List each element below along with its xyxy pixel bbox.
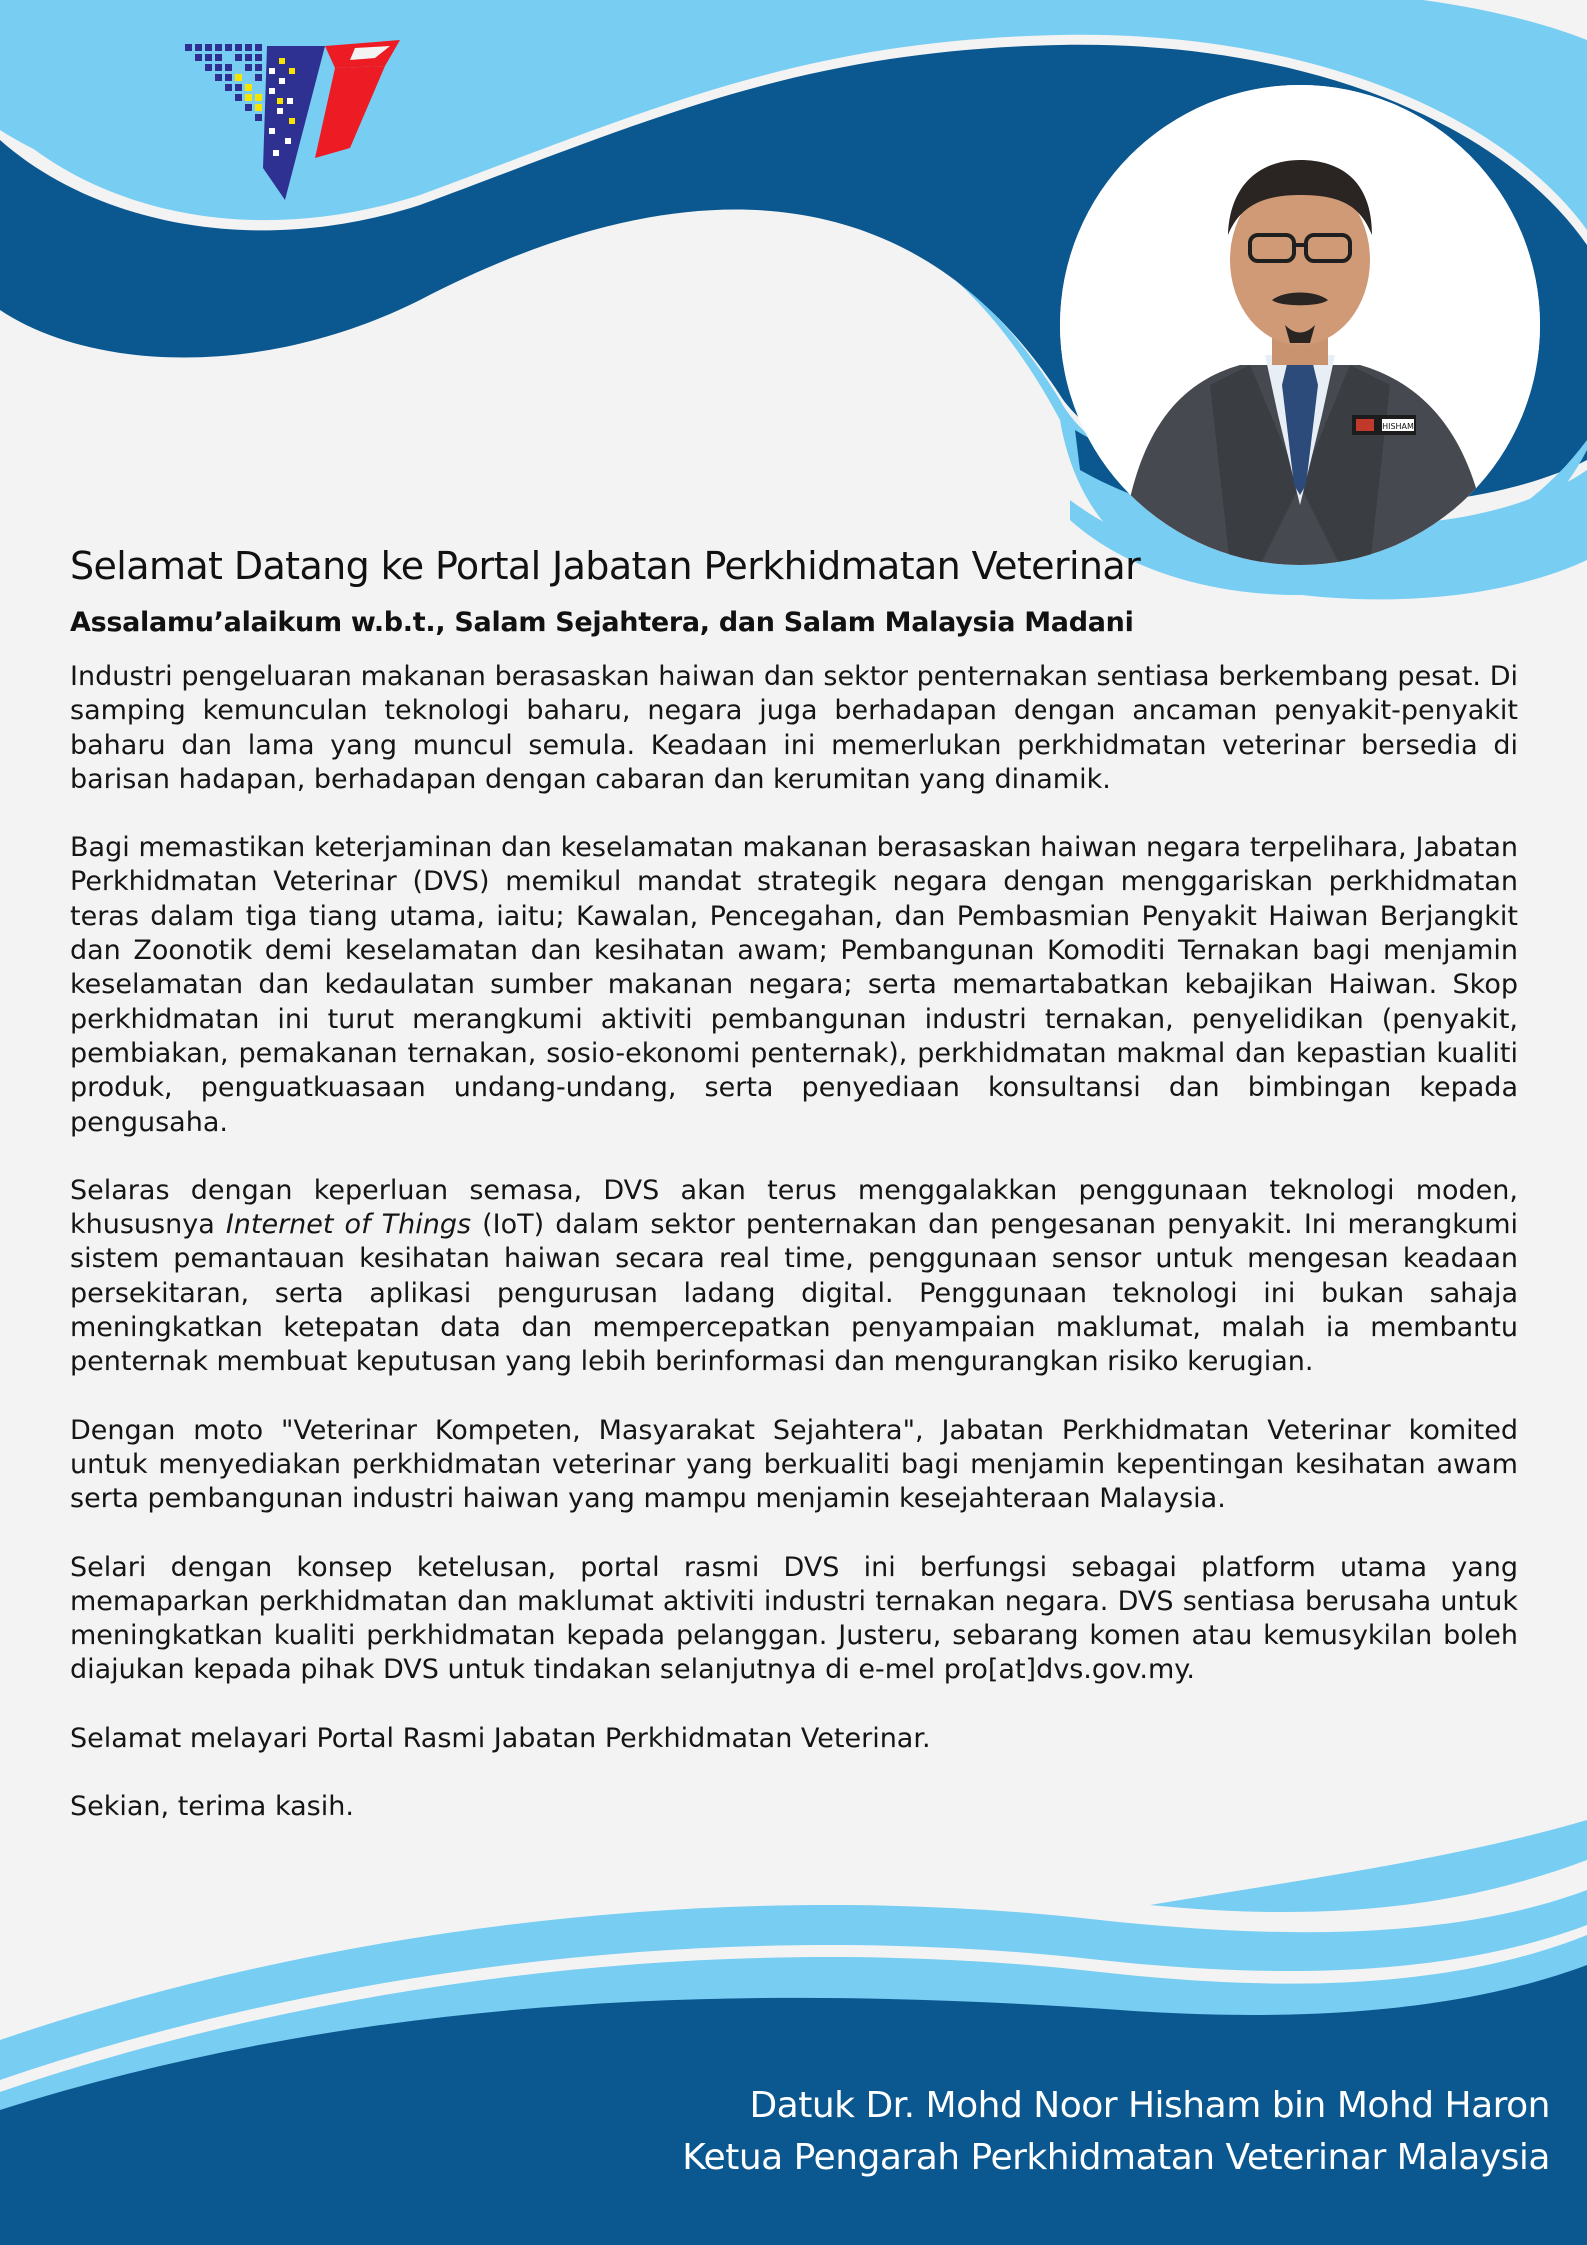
paragraph-1: Industri pengeluaran makanan berasaskan haiwan dan sektor penternakan sentiasa berkembang pesat. Di samping kemunculan teknologi baharu, negara juga berhadapan dengan ancaman penyakit-penyakit baharu dan lama yang muncul semula. Keadaan ini memerlukan perkhidmatan veterinar bersedia di barisan hadapan, berhadapan dengan cabaran dan kerumitan yang dinamik.	[70, 661, 1518, 795]
paragraph-7: Sekian, terima kasih.	[70, 1791, 354, 1823]
paragraph-3-part-a: Selaras dengan keperluan semasa, DVS akan terus menggalakkan penggunaan teknologi moden, khususnya	[70, 1174, 1518, 1241]
signature-name: Datuk Dr. Mohd Noor Hisham bin Mohd Haron	[749, 2085, 1550, 2126]
paragraph-6: Selamat melayari Portal Rasmi Jabatan Perkhidmatan Veterinar.	[70, 1722, 931, 1754]
signature-block	[682, 2080, 1550, 2184]
paragraph-5: Selari dengan konsep ketelusan, portal rasmi DVS ini berfungsi sebagai platform utama yang memaparkan perkhidmatan dan maklumat aktiviti industri ternakan negara. DVS sentiasa berusaha untuk meningkatkan kualiti perkhidmatan kepada pelanggan. Justeru, sebarang komen atau kemusykilan boleh diajukan kepada pihak DVS untuk tindakan selanjutnya di e-mel pro[at]dvs.gov.my.	[70, 1551, 1518, 1686]
dvs-malaysia-logo-icon	[185, 38, 410, 203]
greeting-subtitle: Assalamu’alaikum w.b.t., Salam Sejahtera, dan Salam Malaysia Madani	[70, 607, 1134, 638]
signature-position: Ketua Pengarah Perkhidmatan Veterinar Malaysia	[682, 2137, 1550, 2178]
paragraph-2: Bagi memastikan keterjaminan dan keselamatan makanan berasaskan haiwan negara terpelihara, Jabatan Perkhidmatan Veterinar (DVS) memikul mandat strategik negara dengan menggariskan perkhidmatan teras dalam tiga tiang utama, iaitu; Kawalan, Pencegahan, dan Pembasmian Penyakit Haiwan Berjangkit dan Zoonotik demi keselamatan dan kesihatan awam; Pembangunan Komoditi Ternakan bagi menjamin keselamatan dan kedaulatan sumber makanan negara; serta memartabatkan kebajikan Haiwan. Skop perkhidmatan ini turut merangkumi aktiviti pembangunan industri ternakan, penyelidikan (penyakit, pembiakan, pemakanan ternakan, sosio-ekonomi penternak), perkhidmatan makmal dan kepastian kualiti produk, penguatkuasaan undang-undang, serta penyediaan konsultansi dan bimbingan kepada pengusaha.	[70, 832, 1518, 1138]
name-tag-text: HISHAM	[1382, 422, 1414, 431]
letter-body	[70, 660, 1518, 1824]
iot-emphasis: Internet of Things	[225, 1209, 472, 1241]
page-title: Selamat Datang ke Portal Jabatan Perkhidmatan Veterinar	[70, 544, 1141, 588]
paragraph-4: Dengan moto "Veterinar Kompeten, Masyarakat Sejahtera", Jabatan Perkhidmatan Veterinar komited untuk menyediakan perkhidmatan veterinar yang berkualiti bagi menjamin kepentingan kesihatan awam serta pembangunan industri haiwan yang mampu menjamin kesejahteraan Malaysia.	[70, 1414, 1518, 1515]
paragraph-3	[70, 1174, 1518, 1380]
paragraph-3-part-b: (IoT) dalam sektor penternakan dan pengesanan penyakit. Ini merangkumi sistem pemantauan kesihatan haiwan secara real time, penggunaan sensor untuk mengesan keadaan persekitaran, serta aplikasi pengurusan ladang digital. Penggunaan teknologi ini bukan sahaja meningkatkan ketepatan data dan mempercepatkan penyampaian maklumat, malah ia membantu penternak membuat keputusan yang lebih berinformasi dan mengurangkan risiko kerugian.	[70, 1209, 1518, 1378]
director-portrait-photo	[1060, 85, 1540, 565]
